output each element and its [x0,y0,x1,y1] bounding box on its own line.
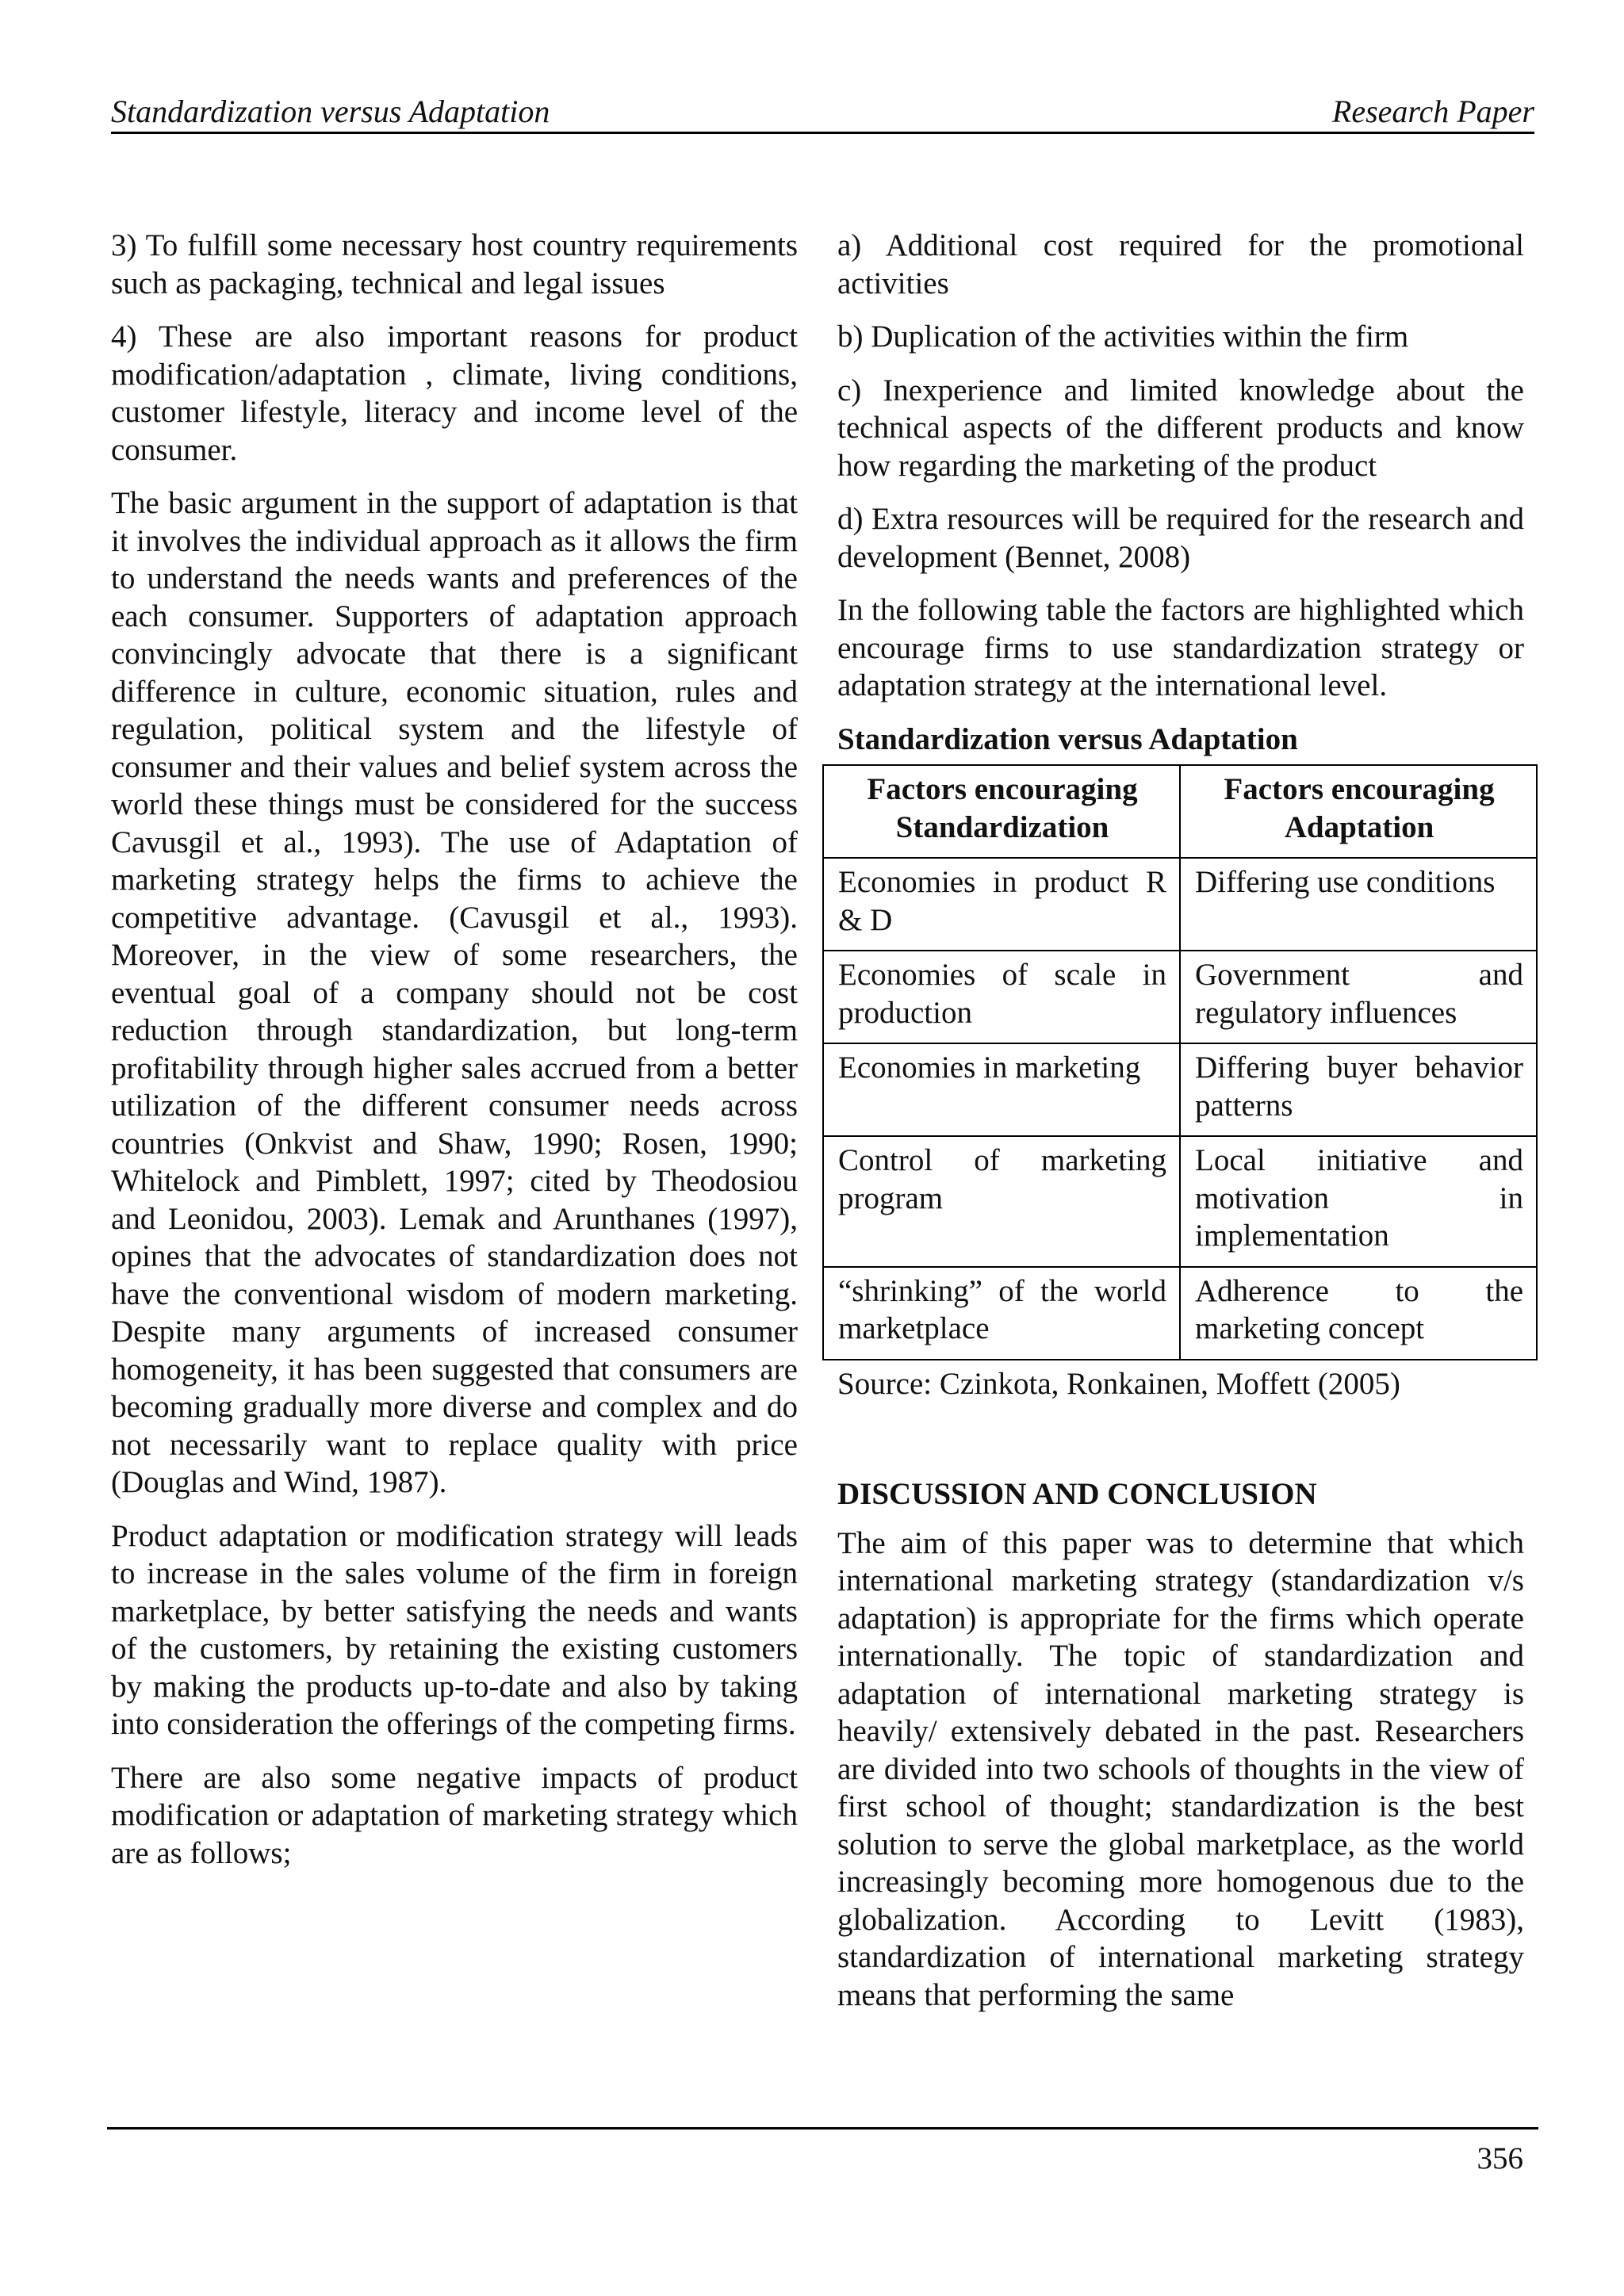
paragraph: Product adaptation or modification strategy will leads to increase in the sales volume of the firm in foreign marketplace, by better satisfying the needs and wants of the customers, by retaining the existing customers by making the products up-to-date and also by taking into consideration the offerings of the competing firms. [111,1518,798,1741]
table-cell: Economies of scale in production [823,951,1180,1043]
table-cell: Differing buyer behavior patterns [1180,1043,1537,1136]
page-number: 356 [1477,2141,1523,2175]
table-row [823,1136,1537,1267]
footer-rule [107,2127,1538,2130]
table-source: Source: Czinkota, Ronkainen, Moffett (2005) [837,1366,1400,1401]
paragraph: 3) To fulfill some necessary host country requirements such as packaging, technical and legal issues [111,228,798,300]
paragraph: There are also some negative impacts of product modification or adaptation of marketing strategy which are as follows; [111,1760,798,1870]
left-column [111,227,798,1888]
paragraph: 4) These are also important reasons for product modification/adaptation , climate, living conditions, customer lifestyle, literacy and income level of the consumer. [111,320,798,467]
factors-table [822,764,1538,1360]
header-title: Standardization versus Adaptation [111,94,550,129]
table-cell: “shrinking” of the world marketplace [823,1267,1180,1360]
table-title: Standardization versus Adaptation [837,721,1298,756]
table-cell: Government and regulatory influences [1180,951,1537,1043]
table-row [823,1267,1537,1360]
table-cell: Economies in marketing [823,1043,1180,1136]
paragraph: The aim of this paper was to determine that which international marketing strategy (standardization v/s adaptation) is appropriate for the firms which operate internationally. The topic of standardization and adaptation of international marketing strategy is heavily/ extensively debated in the past. Researchers are divided into two schools of thoughts in the view of first school of thought; standardization is the best solution to serve the global marketplace, as the world increasingly becoming more homogenous due to the globalization. According to Levitt (1983), standardization of international marketing strategy means that performing the same [837,1525,1524,2012]
paragraph: In the following table the factors are highlighted which encourage firms to use standardization strategy or adaptation strategy at the international level. [837,593,1524,702]
section-heading: DISCUSSION AND CONCLUSION [837,1477,1317,1511]
table-row [823,1043,1537,1136]
list-item: b) Duplication of the activities within the firm [837,320,1409,354]
list-item: d) Extra resources will be required for the research and development (Bennet, 2008) [837,502,1524,574]
table-header: Factors encouraging Adaptation [1180,765,1537,858]
table-cell: Control of marketing program [823,1136,1180,1267]
right-column [837,227,1524,2030]
list-item: a) Additional cost required for the promotional activities [837,228,1524,300]
table-cell: Differing use conditions [1180,858,1537,951]
list-item: c) Inexperience and limited knowledge about the technical aspects of the different products and know how regarding the marketing of the product [837,373,1524,483]
running-header [111,94,1534,134]
table-header-row [823,765,1537,858]
header-label: Research Paper [1331,94,1534,129]
table-row [823,951,1537,1043]
table-cell: Local initiative and motivation in implementation [1180,1136,1537,1267]
table-row [823,858,1537,951]
table-header: Factors encouraging Standardization [823,765,1180,858]
table-cell: Adherence to the marketing concept [1180,1267,1537,1360]
table-cell: Economies in product R & D [823,858,1180,951]
paragraph: The basic argument in the support of adaptation is that it involves the individual approach as it allows the firm to understand the needs wants and preferences of the each consumer. Supporters of adaptation approach convincingly advocate that there is a significant difference in culture, economic situation, rules and regulation, political system and the lifestyle of consumer and their values and belief system across the world these things must be considered for the success Cavusgil et al., 1993). The use of Adaptation of marketing strategy helps the firms to achieve the competitive advantage. (Cavusgil et al., 1993). Moreover, in the view of some researchers, the eventual goal of a company should not be cost reduction through standardization, but long-term profitability through higher sales accrued from a better utilization of the different consumer needs across countries (Onkvist and Shaw, 1990; Rosen, 1990; Whitelock and Pimblett, 1997; cited by Theodosiou and Leonidou, 2003). Lemak and Arunthanes (1997), opines that the advocates of standardization does not have the conventional wisdom of modern marketing. Despite many arguments of increased consumer homogeneity, it has been suggested that consumers are becoming gradually more diverse and complex and do not necessarily want to replace quality with price (Douglas and Wind, 1987). [111,486,798,1499]
